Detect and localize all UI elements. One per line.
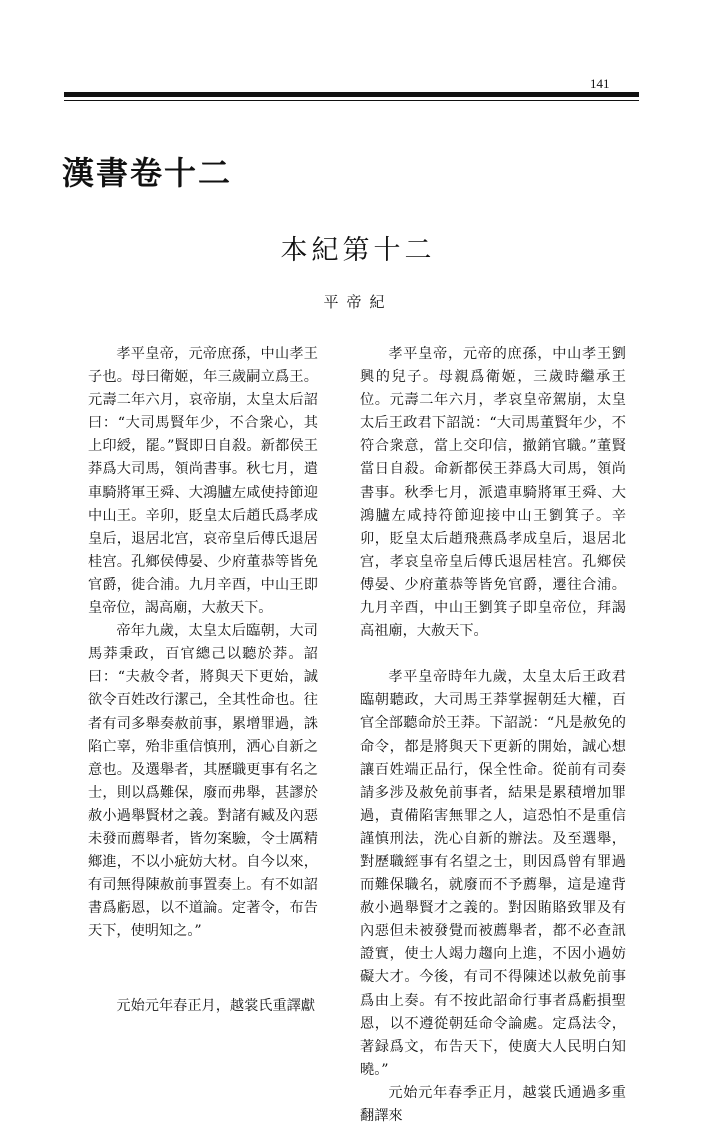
modern-paragraph-3: 元始元年春季正月，越裳氏通過多重翻譯來 [360, 1084, 626, 1124]
paragraph-gap [360, 643, 626, 666]
classical-text-column [88, 343, 318, 1019]
paragraph-gap [88, 943, 318, 995]
header-rule-thin [64, 100, 639, 101]
classical-paragraph-2: 帝年九歲，太皇太后臨朝，大司馬莽秉政，百官總己以聽於莽。詔曰：“夫赦令者，將與天下更始，誠欲令百姓改行潔己，全其性命也。往者有司多舉奏赦前事，累增罪過，誅陷亡辜，殆非重信慎刑，洒心自新之意也。及選舉者，其歷職更事有名之士，則以爲難保，廢而弗舉，甚謬於赦小過舉賢材之義。對諸有臧及內惡未發而薦舉者，皆勿案驗，令士厲精鄉進，不以小疵妨大材。自今以來，有司無得陳赦前事置奏上。有不如詔書爲虧恩，以不道論。定著令，布告天下，使明知之。” [88, 623, 318, 940]
modern-paragraph-1: 孝平皇帝，元帝的庶孫，中山孝王劉興的兒子。母親爲衛姬，三歲時繼承王位。元壽二年六月，孝哀皇帝駕崩，太皇太后王政君下詔説：“大司馬董賢年少，不符合衆意，當上交印信，撤銷官職。”董賢當日自殺。命新都侯王莽爲大司馬，領尚書事。秋季七月，派遣車騎將軍王舜、大鴻臚左咸持符節迎接中山王劉箕子。辛卯，貶皇太后趙飛燕爲孝成皇后，退居北宫，孝哀皇帝皇后傅氏退居桂宫。孔鄉侯傅晏、少府董恭等皆免官爵，遷往合浦。九月辛酉，中山王劉箕子即皇帝位，拜謁高祖廟，大赦天下。 [360, 346, 626, 640]
header-rule-thick [64, 92, 639, 97]
classical-paragraph-3: 元始元年春正月，越裳氏重譯獻 [116, 998, 316, 1015]
volume-title: 漢書卷十二 [62, 154, 233, 192]
classical-paragraph-1: 孝平皇帝，元帝庶孫，中山孝王子也。母曰衛姬，年三歲嗣立爲王。元壽二年六月，哀帝崩，太皇太后詔曰：“大司馬賢年少，不合衆心，其上印綬，罷。”賢即日自殺。新都侯王莽爲大司馬，領尚書事。秋七月，遣車騎將軍王舜、大鴻臚左咸使持節迎中山王。辛卯，貶皇太后趙氏爲孝成皇后，退居北宫，哀帝皇后傅氏退居桂宫。孔鄉侯傅晏、少府董恭等皆免官爵，徙合浦。九月辛酉，中山王即皇帝位，謁高廟，大赦天下。 [88, 346, 318, 617]
modern-translation-column [360, 343, 626, 1128]
modern-paragraph-2: 孝平皇帝時年九歲，太皇太后王政君臨朝聽政，大司馬王莽掌握朝廷大權，百官全部聽命於王莽。下詔説：“凡是赦免的命令，都是將與天下更新的開始，誠心想讓百姓端正品行，保全性命。從前有司奏請多涉及赦免前事者，結果是累積增加罪過，責備陷害無罪之人，這恐怕不是重信謹慎刑法，洗心自新的辦法。及至選舉，對歷職經事有名望之士，則因爲曾有罪過而難保職名，就廢而不予薦舉，這是違背赦小過舉賢才之義的。對因賄賂致罪及有內惡但未被發覺而被薦舉者，都不必查訊證實，使士人竭力趨向上進，不因小過妨礙大才。今後，有司不得陳述以赦免前事爲由上奏。有不按此詔命行事者爲虧損聖恩，以不遵從朝廷命令論處。定爲法令，著録爲文，布告天下，使廣大人民明白知曉。” [360, 669, 626, 1078]
emperor-title: 平帝紀 [323, 293, 393, 311]
page-number: 141 [590, 76, 610, 91]
chapter-title: 本紀第十二 [280, 235, 436, 266]
